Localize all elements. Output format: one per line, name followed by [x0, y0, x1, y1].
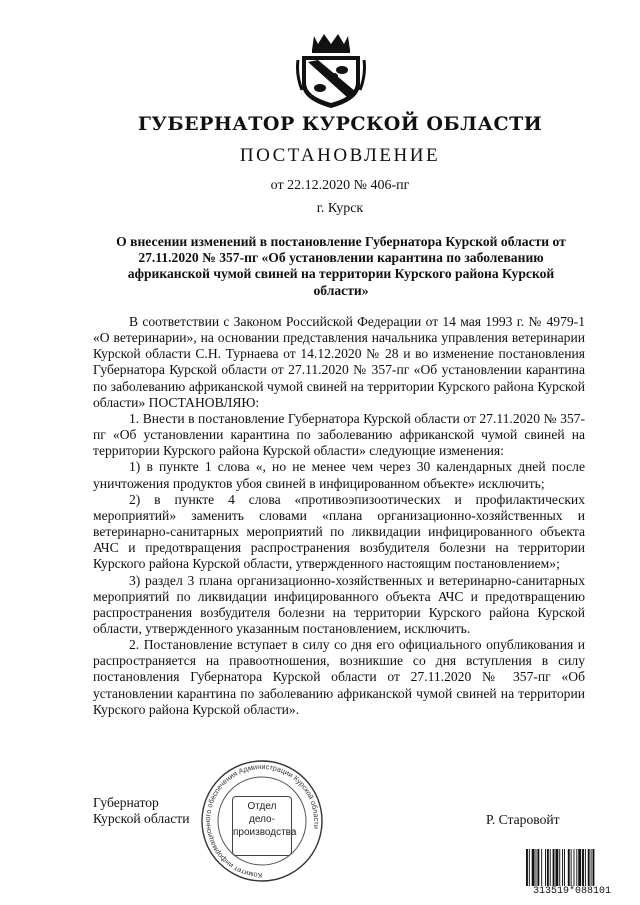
office-stamp [195, 755, 330, 885]
signatory-role-line-1: Губернатор [93, 795, 159, 810]
stamp-box [232, 796, 297, 856]
barcode [526, 849, 618, 899]
kursk-coat-of-arms-icon [296, 30, 366, 110]
paragraph-subitem-1: 1) в пункте 1 слова «, но не менее чем через 30 календарных дней после уничтожения продуктов убоя свиней в инфицированном объекте» исключить; [93, 459, 585, 491]
paragraph-item-1: 1. Внести в постановление Губернатора Курской области от 27.11.2020 № 357-пг «Об установлении карантина по заболеванию африканской чумой свиней на территории Курского района Курской области» следующие изменения: [93, 410, 585, 459]
stamp-line-1: Отдел [247, 801, 277, 812]
document-number: от 22.12.2020 № 406-пг [270, 178, 410, 193]
paragraph-preamble: В соответствии с Законом Российской Федерации от 14 мая 1993 г. № 4979-1 «О ветеринарии», на основании представления начальника управления ветеринарии Курской области С.Н. Турнаева от 14.12.2020 № 28 и во изменение постановления Губернатора Курской области от 27.11.2020 № 357-пг «Об установлении карантина по заболеванию африканской чумой свиней на территории Курского района Курской области» ПОСТАНОВЛЯЮ: [93, 314, 585, 410]
signatory-role [93, 795, 190, 827]
document-body [93, 314, 585, 718]
barcode-number: 313519*088101 [526, 886, 618, 897]
paragraph-item-2: 2. Постановление вступает в силу со дня его официального опубликования и распространяется на правоотношения, возникшие со дня вступления в силу постановления Губернатора Курской области от 27.11.2020 № 357-пг «Об установлении карантина по заболеванию африканской чумой свиней на территории Курского района Курской области». [93, 637, 585, 717]
paragraph-subitem-2: 2) в пункте 4 слова «противоэпизоотических и профилактических мероприятий» заменить словами «плана организационно-хозяйственных и ветеринарно-санитарных мероприятий по ликвидации инфицированного объекта АЧС и предотвращения распространения возбудителя болезни на территории Курского района Курской области, утвержденного настоящим постановлением»; [93, 491, 585, 572]
signatory-name: Р. Старовойт [486, 812, 560, 827]
signatory-role-line-2: Курской области [93, 811, 190, 826]
paragraph-subitem-3: 3) раздел 3 плана организационно-хозяйственных и ветеринарно-санитарных мероприятий по ликвидации инфицированного объекта АЧС и предотвращению распространения возбудителя болезни на территории Курского района Курской области, утвержденного указанным постановлением, исключить. [93, 572, 585, 636]
stamp-ring-text: Комитет информационного обеспечения Администрации Курской области [203, 761, 322, 881]
stamp-line-2: дело- [249, 814, 275, 825]
barcode-icon [526, 849, 618, 887]
organization-title: ГУБЕРНАТОР КУРСКОЙ ОБЛАСТИ [137, 113, 543, 135]
document-heading: О внесении изменений в постановление Губернатора Курской области от 27.11.2020 № 357-пг «Об установлении карантина по заболеванию африканской чумой свиней на территории Курского района Курской области» [116, 234, 566, 298]
document-type: ПОСТАНОВЛЕНИЕ [239, 145, 441, 166]
stamp-line-3: производства [233, 827, 297, 838]
document-city: г. Курск [316, 201, 364, 216]
